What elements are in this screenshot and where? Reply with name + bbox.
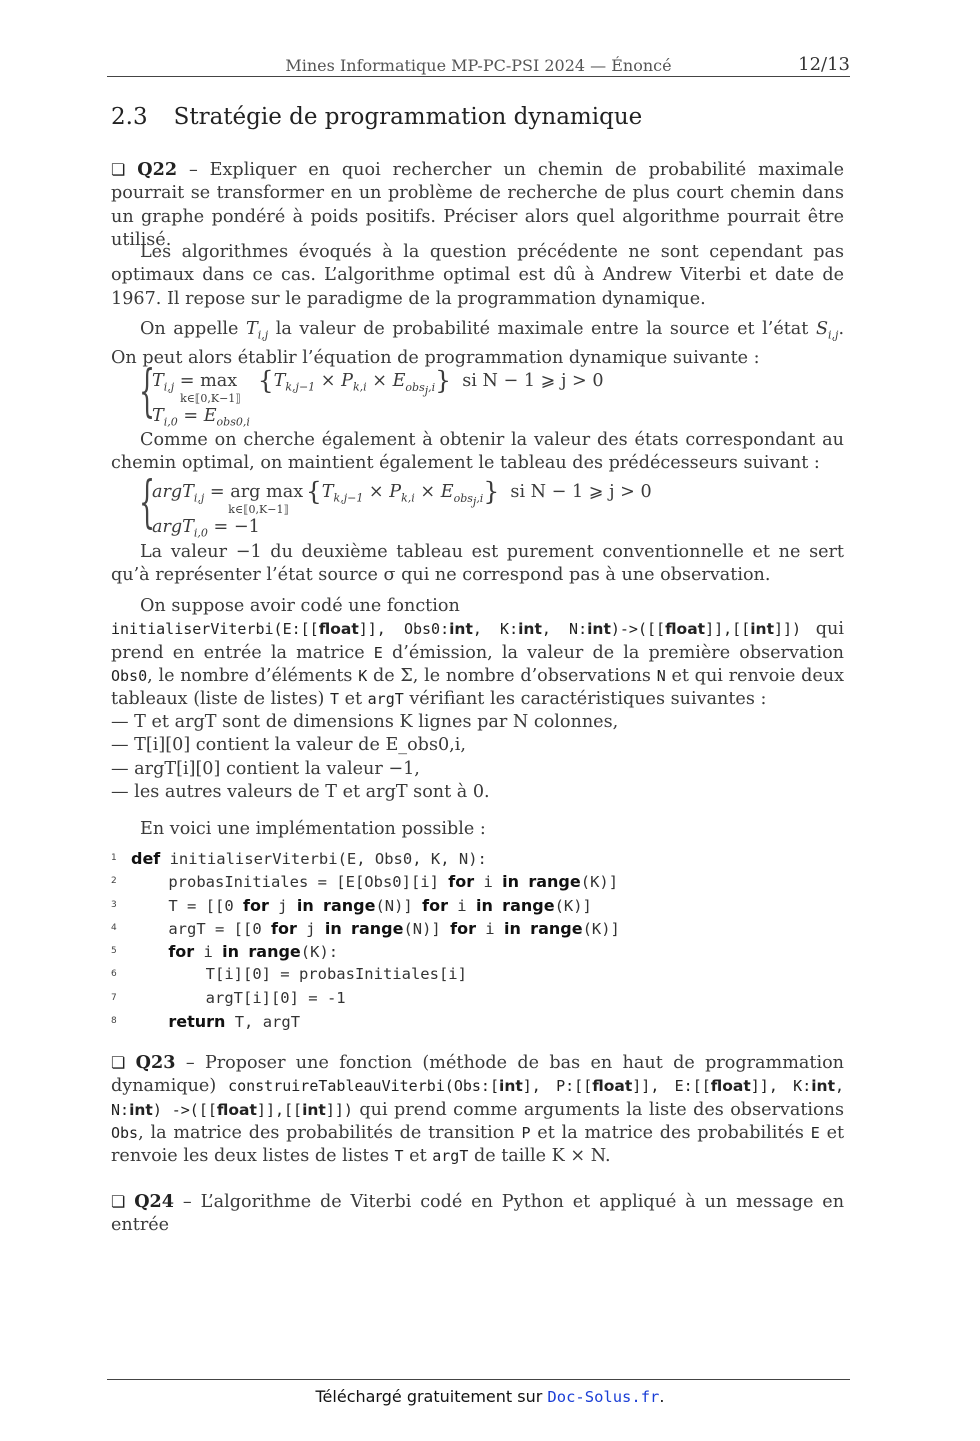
code-k: K xyxy=(358,666,368,685)
section-heading xyxy=(111,104,642,130)
max-index: k∈⟦0,K−1⟧ xyxy=(180,392,241,405)
brace: { xyxy=(139,470,156,535)
section-title: Stratégie de programmation dynamique xyxy=(173,104,643,130)
equation-line-1: $T_{i,j} = \max$ k∈⟦0,K−1⟧ $\{T_{k,j-1} \times P_{k,i} \times E_{obs_j,i}\}$ si N − 1 ⩾ j > 0 xyxy=(152,366,604,405)
code-n: N xyxy=(656,666,666,685)
list-item: — T[i][0] contient la valeur de E_obs0,i, xyxy=(111,735,466,756)
text-fragment: qui prend comme arguments la liste des observations xyxy=(359,1099,845,1120)
dash: – xyxy=(185,1053,205,1073)
question-label: Q23 xyxy=(135,1052,176,1073)
line-number: 6 xyxy=(111,969,117,980)
code-text: probasInitiales = [E[Obs0][i] for i in range(K)] xyxy=(131,872,619,892)
text-fragment: . On peut alors établir l’équation de programmation dynamique suivante : xyxy=(111,319,845,368)
code-e: E xyxy=(373,643,383,662)
code-text: return T, argT xyxy=(168,1012,301,1032)
dash: – xyxy=(182,1192,201,1212)
text-fragment: et qui renvoie deux tableaux (liste de listes) xyxy=(111,665,845,710)
question-q22 xyxy=(111,158,844,252)
paragraph-definition xyxy=(111,318,844,370)
base-value: = −1 xyxy=(213,517,260,537)
function-signature: construireTableauViterbi(Obs:[int], P:[[float]], E:[[float]], K:int, N:int) ->([[float]],[[int]]) xyxy=(111,1077,845,1119)
code-argt: argT xyxy=(367,690,404,709)
question-text: L’algorithme de Viterbi codé en Python et appliqué à un message en entrée xyxy=(111,1192,845,1236)
page-footer xyxy=(0,1387,980,1406)
math-sij: $S_{i,j}$ xyxy=(815,319,839,342)
text-fragment: vérifiant les caractéristiques suivantes : xyxy=(409,689,767,710)
property-list xyxy=(111,711,618,804)
line-number: 3 xyxy=(111,899,117,910)
function-signature: initialiserViterbi(E:[[float]], Obs0:int, K:int, N:int)->([[float]],[[int]]) xyxy=(111,620,802,639)
footer-text: Téléchargé gratuitement sur xyxy=(315,1387,543,1406)
question-q23 xyxy=(111,1051,844,1168)
question-q24 xyxy=(111,1190,844,1238)
text-fragment: et xyxy=(344,689,363,710)
condition: si N − 1 ⩾ j > 0 xyxy=(462,371,604,391)
math-tij: $T_{i,j}$ xyxy=(245,319,269,342)
text-fragment: de taille K × N. xyxy=(473,1146,611,1167)
argmax-index: k∈⟦0,K−1⟧ xyxy=(228,503,289,516)
paragraph-predecessors: Comme on cherche également à obtenir la valeur des états correspondant au chemin optimal, on maintient également le tableau des prédécesseurs suivant : xyxy=(111,430,844,474)
code-text: argT = [[0 for j in range(N)] for i in range(K)] xyxy=(131,918,620,938)
text-fragment: et renvoie les deux listes de listes xyxy=(111,1122,845,1167)
condition: si N − 1 ⩾ j > 0 xyxy=(510,482,652,502)
code-p: P xyxy=(521,1123,531,1142)
code-text: T[i][0] = probasInitiales[i] xyxy=(131,965,467,984)
equation-predecessors xyxy=(139,470,739,540)
page-number: 12/13 xyxy=(798,54,850,75)
list-item: — argT[i][0] contient la valeur −1, xyxy=(111,758,420,779)
text-fragment: , la matrice des probabilités de transition xyxy=(138,1122,515,1143)
line-number: 8 xyxy=(111,1016,117,1027)
dash: – xyxy=(188,160,210,180)
code-obs0: Obs0 xyxy=(111,666,148,685)
header-title: Mines Informatique MP-PC-PSI 2024 — Énoncé xyxy=(285,56,672,75)
list-item: — les autres valeurs de T et argT sont à 0. xyxy=(111,781,490,802)
paragraph-viterbi-intro: Les algorithmes évoqués à la question précédente ne sont cependant pas optimaux dans ce cas. L’algorithme optimal est dû à Andrew Viterbi et date de 1967. Il repose sur le paradigme de la programmation dynamique. xyxy=(111,242,844,309)
footer-end: . xyxy=(659,1387,665,1406)
line-number: 5 xyxy=(111,946,117,957)
equation-line-2: $T_{i,0} = E_{obs0,i}$ xyxy=(152,406,250,429)
equation-dynamic-programming xyxy=(139,359,739,429)
paragraph-convention: La valeur −1 du deuxième tableau est purement conventionnelle et ne sert qu’à représenter l’état source σ qui ne correspond pas à une observation. xyxy=(111,542,844,586)
text-fragment: Proposer une fonction (méthode de bas en haut de programmation dynamique) xyxy=(111,1053,844,1097)
line-number: 2 xyxy=(111,876,117,887)
code-obs: Obs xyxy=(111,1123,139,1142)
equation-line-2: argT$_{i,0}$ = −1 xyxy=(152,517,260,540)
code-text: argT[i][0] = -1 xyxy=(131,988,346,1007)
text-fragment: la valeur de probabilité maximale entre la source et l’état xyxy=(275,319,809,339)
brace: { xyxy=(139,359,156,424)
text-fragment: de Σ, le nombre d’observations xyxy=(372,665,651,686)
footer-rule xyxy=(107,1379,850,1380)
code-t: T xyxy=(329,690,339,709)
checkbox-icon: ❏ xyxy=(111,1053,126,1072)
checkbox-icon: ❏ xyxy=(111,1192,126,1211)
line-number: 1 xyxy=(111,853,117,863)
line-number: 4 xyxy=(111,922,117,933)
code-text: T = [[0 for j in range(N)] for i in range(K)] xyxy=(131,895,592,915)
argmax-operator: arg max xyxy=(230,482,304,502)
code-t: T xyxy=(394,1147,404,1166)
code-text: for i in range(K): xyxy=(168,942,339,962)
equation-line-1: argT$_{i,j}$ = arg max k∈⟦0,K−1⟧ $\{T_{k,j-1} \times P_{k,i} \times E_{obs_j,i}\}$ si N − 1 ⩾ j > 0 xyxy=(152,477,652,516)
text-fragment: et la matrice des probabilités xyxy=(537,1122,804,1143)
code-argt: argT xyxy=(432,1147,469,1166)
code-text: def initialiserViterbi(E, Obs0, K, N): xyxy=(131,849,487,868)
section-number: 2.3 xyxy=(111,104,148,130)
text-fragment: qui prend en entrée la matrice xyxy=(111,619,845,663)
intro-line: On suppose avoir codé une fonction xyxy=(140,596,460,616)
checkbox-icon: ❏ xyxy=(111,160,126,179)
footer-link[interactable]: Doc-Solus.fr xyxy=(547,1388,660,1406)
paragraph-implementation: En voici une implémentation possible : xyxy=(140,819,486,839)
question-label: Q24 xyxy=(134,1191,175,1212)
paragraph-initialiser xyxy=(111,595,844,711)
list-item: — T et argT sont de dimensions K lignes par N colonnes, xyxy=(111,712,619,732)
text-fragment: d’émission, la valeur de la première observation xyxy=(391,642,845,663)
max-operator: max xyxy=(200,371,238,391)
text-fragment: et xyxy=(409,1146,427,1167)
line-number: 7 xyxy=(111,992,117,1003)
question-label: Q22 xyxy=(137,159,178,180)
question-text: Expliquer en quoi rechercher un chemin de probabilité maximale pourrait se transformer en un problème de recherche de plus court chemin dans un graphe pondéré à poids positifs. Préciser alors quel algorithme pourrait être utilisé. xyxy=(111,160,845,250)
page-header xyxy=(107,52,850,77)
text-fragment: On appelle xyxy=(140,319,239,339)
text-fragment: , le nombre d’éléments xyxy=(147,665,353,686)
code-e: E xyxy=(810,1123,820,1142)
